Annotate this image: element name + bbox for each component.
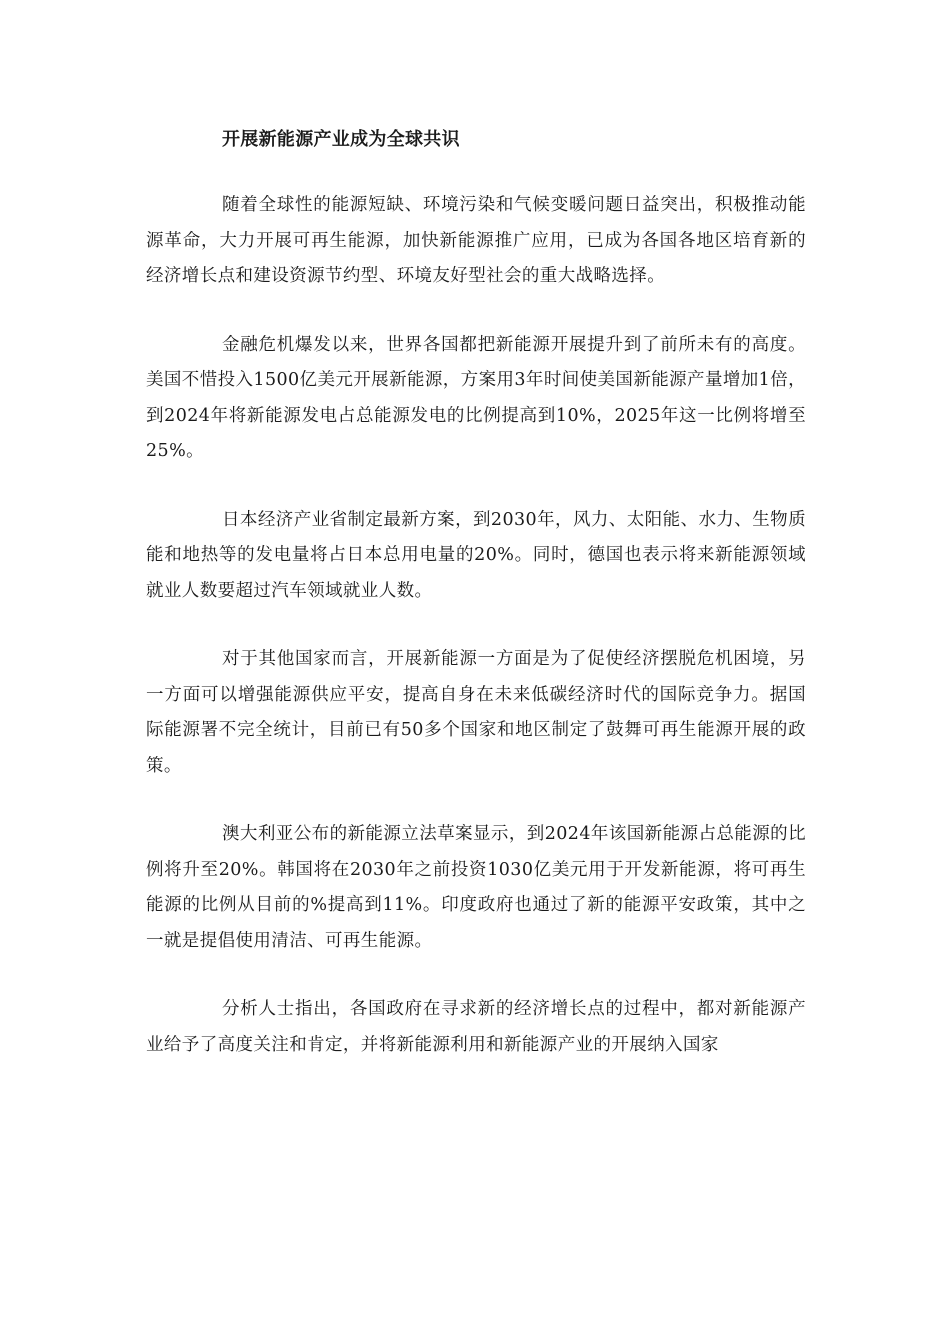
paragraph-usa: 金融危机爆发以来，世界各国都把新能源开展提升到了前所未有的高度。美国不惜投入1500亿美元开展新能源，方案用3年时间使美国新能源产量增加1倍，到2024年将新能源发电占总能源发电的比例提高到10%，2025年这一比例将增至25%。 [146, 334, 806, 461]
paragraph-analysts: 分析人士指出，各国政府在寻求新的经济增长点的过程中，都对新能源产业给予了高度关注和肯定，并将新能源利用和新能源产业的开展纳入国家 [146, 999, 806, 1055]
document-body [146, 127, 806, 1096]
paragraph-other-countries: 对于其他国家而言，开展新能源一方面是为了促使经济摆脱危机困境，另一方面可以增强能源供应平安，提高自身在未来低碳经济时代的国际竞争力。据国际能源署不完全统计，目前已有50多个国家和地区制定了鼓舞可再生能源开展的政策。 [146, 649, 806, 776]
document-heading: 开展新能源产业成为全球共识 [222, 129, 460, 150]
paragraph-japan-germany: 日本经济产业省制定最新方案，到2030年，风力、太阳能、水力、生物质能和地热等的发电量将占日本总用电量的20%。同时，德国也表示将来新能源领域就业人数要超过汽车领域就业人数。 [146, 509, 806, 601]
paragraph-australia-korea-india: 澳大利亚公布的新能源立法草案显示，到2024年该国新能源占总能源的比例将升至20%。韩国将在2030年之前投资1030亿美元用于开发新能源，将可再生能源的比例从目前的%提高到11%。印度政府也通过了新的能源平安政策，其中之一就是提倡使用清洁、可再生能源。 [146, 824, 806, 951]
paragraph-energy-crisis: 随着全球性的能源短缺、环境污染和气候变暖问题日益突出，积极推动能源革命，大力开展可再生能源，加快新能源推广应用，已成为各国各地区培育新的经济增长点和建设资源节约型、环境友好型社会的重大战略选择。 [146, 195, 806, 286]
